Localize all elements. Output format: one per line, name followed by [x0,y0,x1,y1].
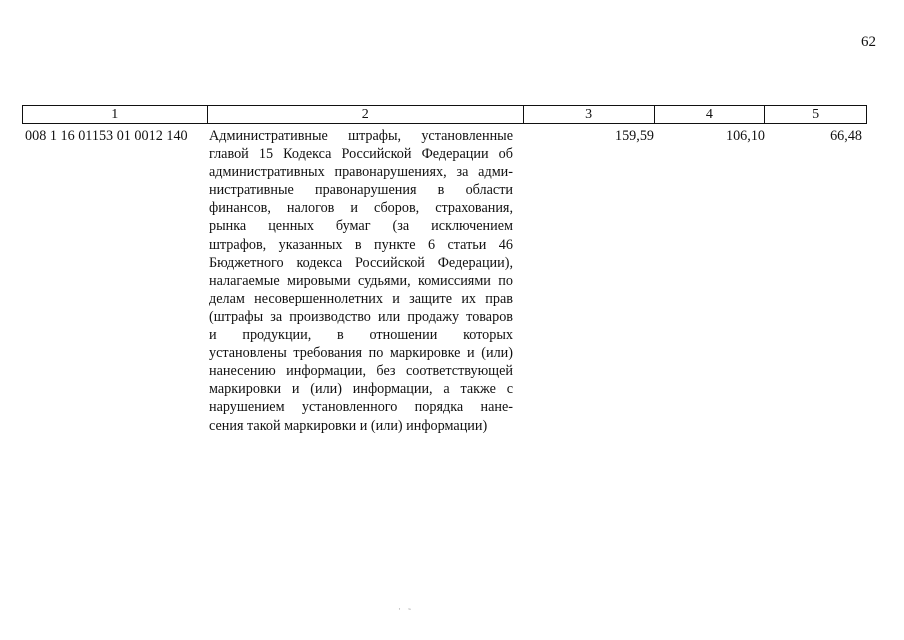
scan-speck: ˜ [408,607,411,617]
description-line: Бюджетного кодекса Российской Федерации), [209,254,513,271]
revenue-description [209,127,513,435]
description-line: установлены требования по маркировке и (или) [209,345,513,362]
description-line: Административные штрафы, установленные [209,128,513,144]
header-col-4: 4 [655,106,766,123]
description-line: нанесению информации, без соответствующей [209,363,513,380]
description-line: главой 15 Кодекса Российской Федерации об [209,146,513,163]
description-line: административных правонарушениях, за адми- [209,164,513,181]
description-line: нарушением установленного порядка нане- [209,399,513,416]
header-col-1: 1 [23,106,208,123]
description-line: (штрафы за производство или продажу товаров [209,308,513,325]
description-line: нистративные правонарушения в области [209,182,513,199]
header-col-5: 5 [812,107,820,122]
description-line: сения такой маркировки и (или) информации) [209,417,488,434]
header-col-2: 2 [208,106,524,123]
value-col-3: 159,59 [614,128,654,144]
description-line: маркировки и (или) информации, а также с [209,381,513,398]
value-col-5: 66,48 [830,128,862,144]
budget-classification-code: 008 1 16 01153 01 0012 140 [25,128,188,144]
header-col-3: 3 [524,106,655,123]
description-line: налагаемые мировыми судьями, комиссиями по [209,272,513,289]
scan-speck: · [398,604,401,614]
description-line: штрафов, указанных в пункте 6 статьи 46 [209,236,513,253]
description-line: финансов, налогов и сборов, страхования, [209,200,513,217]
table-row [22,127,867,435]
description-line: рынка ценных бумаг (за исключением [209,218,513,235]
page-number: 62 [861,34,876,50]
table-header-row [22,105,867,124]
value-col-4: 106,10 [725,128,765,144]
description-line: и продукции, в отношении которых [209,327,513,344]
description-line: делам несовершеннолетних и защите их прав [209,290,513,307]
